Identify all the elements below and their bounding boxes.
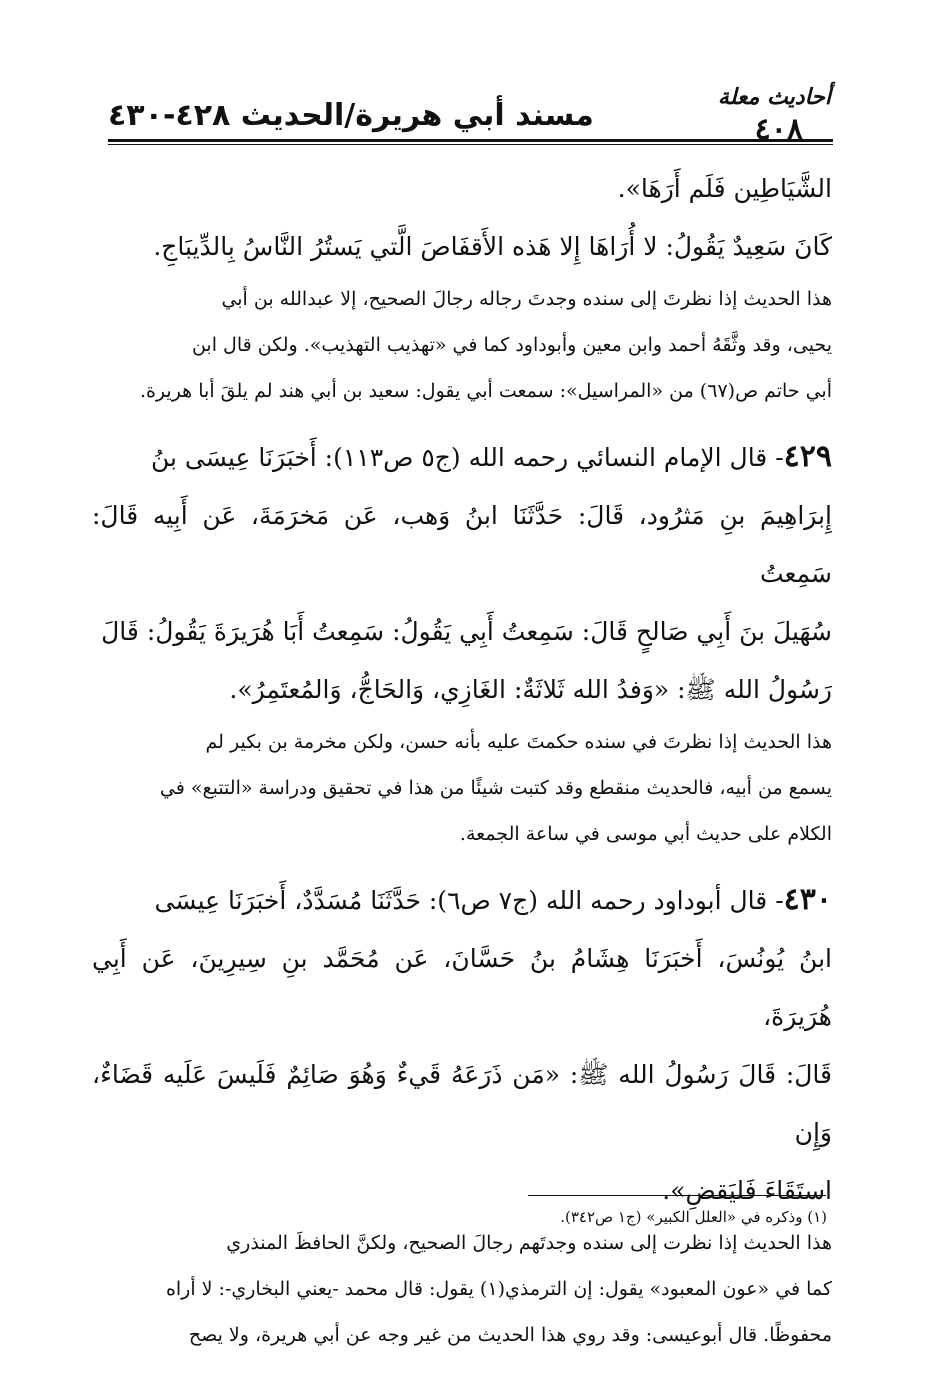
main-text (92, 160, 832, 1358)
hadith-429-line (92, 428, 832, 487)
commentary-line: محفوظًا. قال أبوعيسى: وقد روي هذا الحديث من غير وجه عن أبي هريرة، ولا يصح (188, 1324, 832, 1346)
paragraph-gap (92, 414, 832, 428)
hadith-text-line: إِبرَاهِيمَ بنِ مَثرُود، قَالَ: حَدَّثَنَا ابنُ وَهب، عَن مَخرَمَةَ، عَن أَبِيه قَالَ: سَمِعتُ (92, 501, 832, 588)
commentary-line: الكلام على حديث أبي موسى في ساعة الجمعة. (459, 823, 832, 845)
book-title-mark: أحاديث معلة (717, 84, 831, 110)
page-header (108, 84, 833, 146)
hadith-text-line: قَالَ: قَالَ رَسُولُ الله ﷺ: «مَن ذَرَعَهُ قَيءٌ وَهُوَ صَائِمٌ فَلَيسَ عَلَيه قَضَاءٌ، وَإِن (92, 1060, 832, 1147)
hadith-430-line (92, 871, 832, 930)
hadith-429-text: - قال الإمام النسائي رحمه الله (ج٥ ص١١٣): أَخبَرَنَا عِيسَى بنُ (150, 443, 784, 472)
footnote-separator (528, 1195, 826, 1196)
page-number: ٤٠٨ (754, 112, 803, 147)
hadith-text-line: استَقَاءَ فَليَقضِ». (662, 1176, 832, 1205)
paragraph-gap (92, 857, 832, 871)
commentary-line: يسمع من أبيه، فالحديث منقطع وقد كتبت شيئًا من هذا في تحقيق ودراسة «التتبع» في (159, 777, 832, 799)
hadith-text-line: كَانَ سَعِيدٌ يَقُولُ: لا أُرَاهَا إِلا هَذه الأَقفَاصَ الَّتي يَستُرُ النَّاسُ بِالدِّيبَاجِ. (153, 232, 832, 261)
hadith-text-line: سُهَيلَ بنَ أَبِي صَالحٍ قَالَ: سَمِعتُ أَبِي يَقُولُ: سَمِعتُ أَبَا هُرَيرَةَ يَقُولُ: قَالَ (101, 617, 832, 646)
commentary-line: هذا الحديث إذا نظرتَ في سنده حكمتَ عليه بأنه حسن، ولكن مخرمة بن بكير لم (205, 731, 832, 753)
commentary-line: هذا الحديث إذا نظرتَ إلى سنده وجدتَ رجاله رجالَ الصحيح، إلا عبدالله بن أبي (221, 288, 832, 310)
hadith-430-text: - قال أبوداود رحمه الله (ج٧ ص٦): حَدَّثَنَا مُسَدَّدٌ، أَخبَرَنَا عِيسَى (154, 886, 784, 915)
running-title: مسند أبي هريرة/الحديث ٤٢٨-٤٣٠ (108, 98, 594, 133)
commentary-line: كما في «عون المعبود» يقول: إن الترمذي(١) يقول: قال محمد -يعني البخاري-: لا أراه (165, 1278, 832, 1300)
footnote: (١) وذكره في «العلل الكبير» (ج١ ص٣٤٢). (560, 1208, 827, 1226)
header-rule-thin (108, 144, 833, 145)
hadith-text-line: ابنُ يُونُسَ، أَخبَرَنَا هِشَامُ بنُ حَسَّانَ، عَن مُحَمَّد بنِ سِيرِينَ، عَن أَبِي هُرَيرَةَ، (92, 944, 832, 1031)
hadith-text-line: رَسُولُ الله ﷺ: «وَفدُ الله ثَلاثَةٌ: الغَازِي، وَالحَاجُّ، وَالمُعتَمِرُ». (229, 675, 832, 704)
commentary-line: أبي حاتم ص(٦٧) من «المراسيل»: سمعت أبي يقول: سعيد بن أبي هند لم يلقَ أبا هريرة. (139, 380, 832, 402)
hadith-number-429: ٤٢٩ (783, 439, 832, 474)
commentary-line: يحيى، وقد وثَّقَهُ أحمد وابن معين وأبوداود كما في «تهذيب التهذيب». ولكن قال ابن (191, 334, 832, 356)
hadith-number-430: ٤٣٠ (783, 882, 832, 917)
commentary-line: هذا الحديث إذا نظرت إلى سنده وجدتَهم رجالَ الصحيح، ولكنَّ الحافظَ المنذري (226, 1232, 832, 1254)
hadith-text-line: الشَّيَاطِين فَلَم أَرَهَا». (617, 174, 832, 203)
header-rule (108, 139, 833, 142)
